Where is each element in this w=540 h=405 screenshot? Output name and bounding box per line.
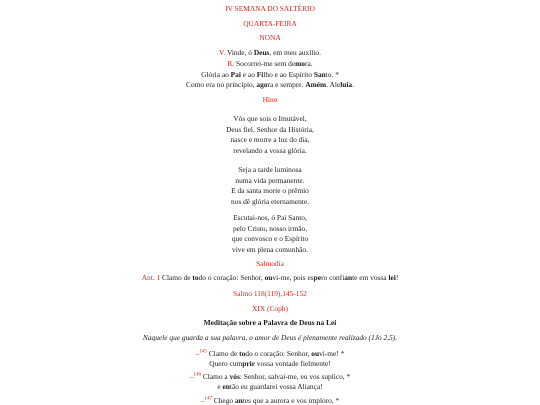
week-heading: IV SEMANA DO SALTÉRIO xyxy=(225,4,315,13)
response-marker: R. xyxy=(227,59,235,68)
hymn-line: revelando a vossa glória. xyxy=(233,145,307,155)
hymn-line: nasce e morre a luz do dia, xyxy=(230,135,310,145)
psalm-section: XIX (Coph) xyxy=(252,304,288,313)
hour-heading: NONA xyxy=(259,33,281,42)
hymn-line: Deus fiel, Senhor da História, xyxy=(226,124,314,134)
hymn-line: Escutai-nos, ó Pai Santo, xyxy=(233,213,307,222)
antiphon-marker: Ant. 1 xyxy=(141,273,161,282)
hymn-line: que convosco e o Espírito xyxy=(231,234,309,244)
psalm-verse-147 xyxy=(0,396,540,405)
hymn-line: pelo Cristo, nosso irmão, xyxy=(232,223,308,233)
hymn-line: vive em plena comunhão. xyxy=(232,244,308,254)
verse-line: –$^{146}$ Clamo a vós: Senhor, salvai-me, eu vos suplico, * xyxy=(189,372,351,381)
day-heading: QUARTA-FEIRA xyxy=(243,19,297,28)
psalm-epigraph: Naquele que guarda a sua palavra, o amor de Deus é plenamente realizado (1Jo 2,5). xyxy=(142,333,398,342)
verse-line: e então eu guardarei vossa Aliança! xyxy=(217,381,323,391)
opening-versicle: V. Vinde, ó Deus, em meu auxílio. xyxy=(219,48,321,57)
hymn-line: nos dê glória eternamente. xyxy=(231,196,309,206)
verse-line: –$^{145}$ Clamo de todo o coração: Senhor, ouvi-me! * xyxy=(195,349,345,358)
antiphon-1: Ant. 1 Clamo de todo o coração: Senhor, ouvi-me, pois espero confiante em vossa lei! xyxy=(141,273,399,282)
verse-number: 147 xyxy=(204,396,212,402)
psalm-verse-145 xyxy=(0,349,540,368)
versicle-marker: V. xyxy=(219,48,226,57)
hymn-line: Vós que sois o Imutável, xyxy=(233,114,307,123)
verse-line: –$^{147}$ Chego antes que a aurora e vos imploro, * xyxy=(200,396,340,405)
verse-line: Quero cumprir vossa vontade fielmente! xyxy=(209,358,331,368)
hymn-stanza-2 xyxy=(0,165,540,207)
hymn-stanza-1 xyxy=(0,114,540,156)
hymn-title: Hino xyxy=(262,95,278,104)
psalm-title: Meditação sobre a Palavra de Deus na Lei xyxy=(203,318,337,327)
como-era-line: Como era no princípio, agora e sempre. Amém. Aleluia. xyxy=(186,80,354,89)
psalmody-title: Salmodia xyxy=(256,259,284,268)
hymn-line: numa vida permanente. xyxy=(235,175,305,185)
hymn-stanza-3 xyxy=(0,213,540,255)
psalm-verse-146 xyxy=(0,372,540,391)
hymn-line: E da santa morte o prêmio xyxy=(231,186,309,196)
gloria-line: Glória ao Pai e ao Filho e ao Espírito Santo. * xyxy=(201,70,339,79)
verse-number: 145 xyxy=(199,349,207,355)
hymn-line: Seja a tarde luminosa xyxy=(238,165,302,174)
opening-response: R. Socorrei-me sem demora. xyxy=(227,59,313,68)
psalm-reference: Salmo 118(119),145-152 xyxy=(233,289,307,298)
verse-number: 146 xyxy=(193,372,202,378)
